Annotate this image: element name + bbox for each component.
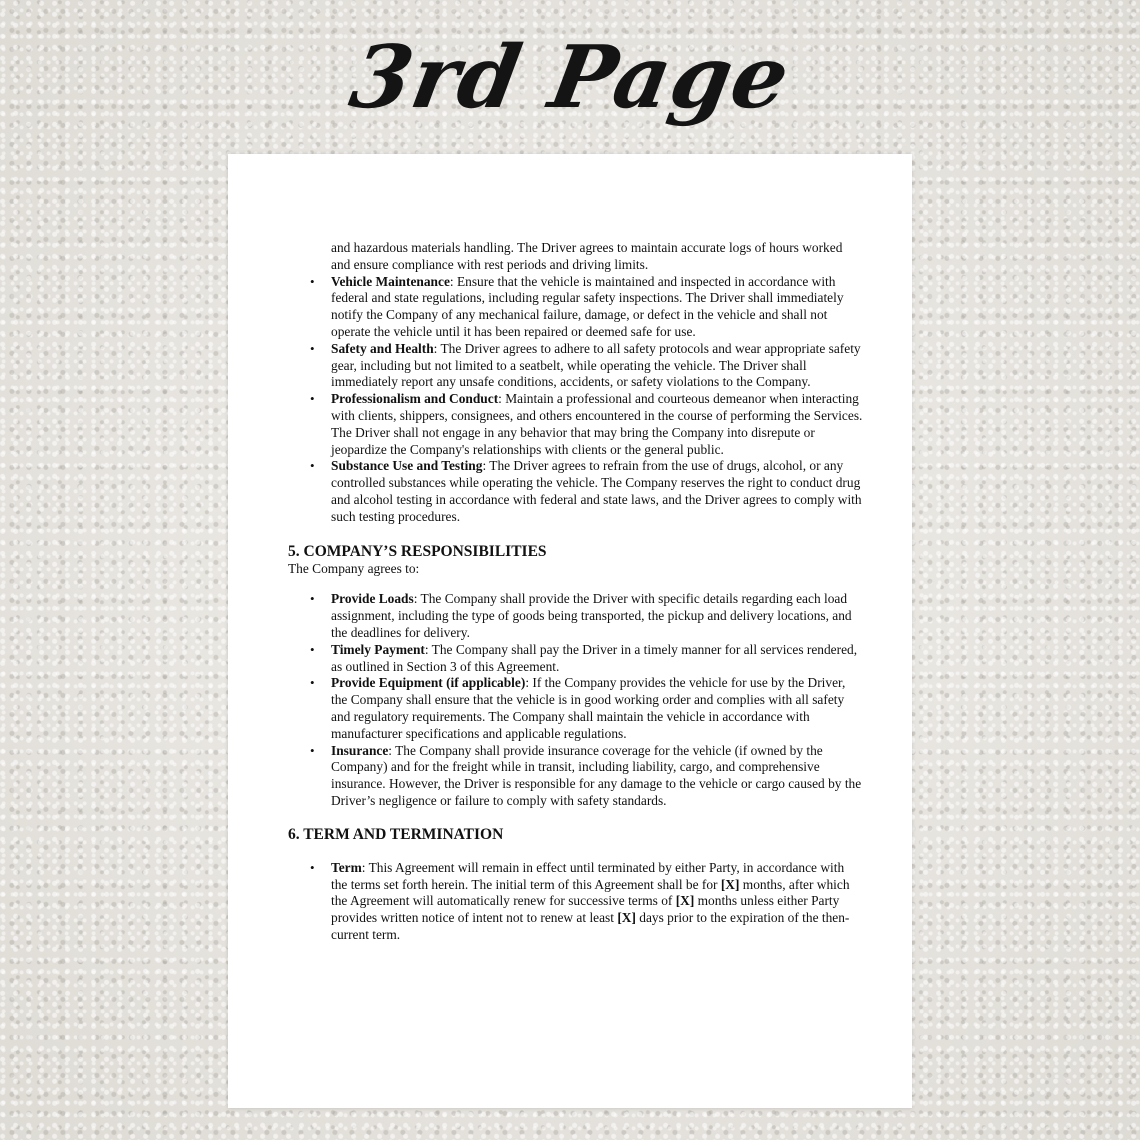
item-text: : Ensure that the vehicle is maintained and inspected in accordance with federal and state regulations, including regular safety inspections. The Driver shall immediately notify the Company of any mechanical failure, damage, or defect in the vehicle and shall not operate the vehicle until it has been repaired or deemed safe for use. — [331, 273, 844, 339]
item-text: : The Company shall provide the Driver with specific details regarding each load assignment, including the type of goods being transported, the pickup and delivery locations, and the deadlines for delivery. — [331, 591, 852, 640]
item-term: Professionalism and Conduct — [331, 391, 499, 407]
item-term: Safety and Health — [331, 340, 434, 356]
item-text: months unless either Party provides written notice of intent not to renew at least — [331, 893, 840, 926]
company-responsibilities-list — [288, 591, 863, 809]
item-text: : If the Company provides the vehicle for use by the Driver, the Company shall ensure that the vehicle is in good working order and complies with all safety and regulatory requirements. The Company shall maintain the vehicle in accordance with manufacturer specifications and applicable regulations. — [331, 675, 846, 741]
item-term: Provide Loads — [331, 591, 414, 607]
item-term: Vehicle Maintenance — [331, 273, 450, 289]
section-5-intro: The Company agrees to: — [288, 560, 420, 576]
term-list — [288, 860, 863, 944]
item-text: : The Company shall pay the Driver in a timely manner for all services rendered, as outlined in Section 3 of this Agreement. — [331, 641, 858, 674]
document-content — [288, 240, 863, 944]
list-item — [288, 675, 863, 742]
section-6-heading: 6. TERM AND TERMINATION — [288, 825, 504, 843]
item-text: : Maintain a professional and courteous demeanor when interacting with clients, shippers, consignees, and others encountered in the course of performing the Services. The Driver shall not engage in any behavior that may bring the Company into disrepute or jeopardize the Company's relationships with clients or the general public. — [331, 391, 863, 457]
list-item — [288, 591, 863, 641]
item-text: : The Driver agrees to refrain from the use of drugs, alcohol, or any controlled substances while operating the vehicle. The Company reserves the right to conduct drug and alcohol testing in accordance with federal and state laws, and the Driver agrees to comply with such testing procedures. — [331, 458, 862, 524]
list-item — [288, 391, 863, 458]
item-text: days prior to the expiration of the then-current term. — [331, 910, 850, 942]
list-item — [288, 341, 863, 391]
list-item — [288, 860, 863, 944]
banner-title: 3rd Page — [343, 27, 798, 128]
section-5-heading: 5. COMPANY’S RESPONSIBILITIES — [288, 542, 547, 560]
item-term: Timely Payment — [331, 641, 425, 657]
item-term: Substance Use and Testing — [331, 458, 483, 474]
list-item — [288, 274, 863, 341]
document-page — [228, 154, 912, 1108]
item-text: months, after which the Agreement will automatically renew for successive terms of — [331, 876, 850, 909]
placeholder-value: [X] — [617, 910, 636, 926]
item-term: Term — [331, 859, 362, 875]
item-term: Provide Equipment (if applicable) — [331, 675, 526, 691]
item-text: : The Driver agrees to adhere to all safety protocols and wear appropriate safety gear, including but not limited to a seatbelt, while operating the vehicle. The Driver shall immediately report any unsafe conditions, accidents, or safety violations to the Company. — [331, 340, 861, 390]
driver-responsibilities-list — [288, 274, 863, 526]
continuation-paragraph: and hazardous materials handling. The Driver agrees to maintain accurate logs of hours worked and ensure compliance with rest periods and driving limits. — [331, 240, 843, 272]
banner — [0, 8, 1140, 148]
list-item — [288, 642, 863, 676]
list-item — [288, 743, 863, 810]
placeholder-value: [X] — [675, 893, 695, 909]
placeholder-value: [X] — [720, 876, 740, 892]
item-term: Insurance — [331, 742, 389, 758]
item-text: : This Agreement will remain in effect until terminated by either Party, in accordance with the terms set forth herein. The initial term of this Agreement shall be for — [331, 859, 845, 892]
item-text: : The Company shall provide insurance coverage for the vehicle (if owned by the Company) and for the freight while in transit, including liability, cargo, and comprehensive insurance. However, the Driver is responsible for any damage to the vehicle or cargo caused by the Driver’s negligence or failure to comply with safety standards. — [331, 742, 862, 808]
list-item — [288, 458, 863, 525]
